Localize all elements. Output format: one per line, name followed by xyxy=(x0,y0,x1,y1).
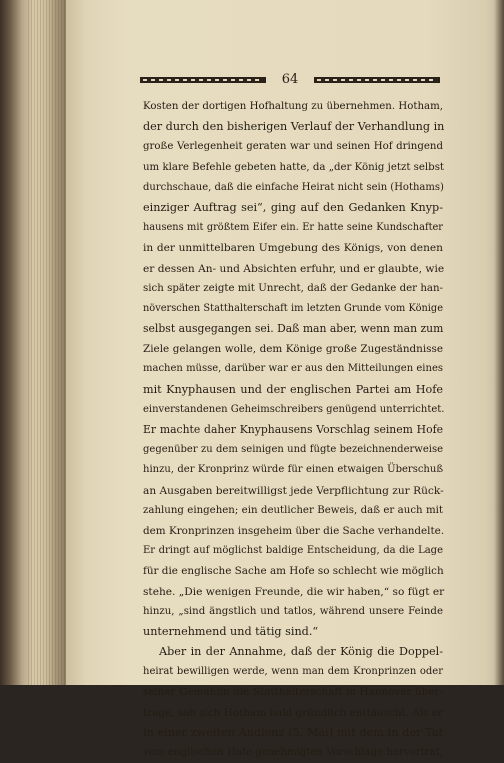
page-gutter-shadow xyxy=(494,0,504,685)
page-header xyxy=(140,70,440,90)
text-line: mit Knyphausen und der englischen Partei am Hofe xyxy=(143,382,443,396)
text-line: in einer zweiten Audienz (5. Mai) mit dem in der Tat xyxy=(143,725,443,739)
text-line: an Ausgaben bereitwilligst jede Verpflichtung zur Rück- xyxy=(143,484,444,497)
text-line: zahlung eingehen; ein deutlicher Beweis, daß er auch mit xyxy=(143,504,443,516)
text-line: Er dringt auf möglichst baldige Entscheidung, da die Lage xyxy=(143,545,443,557)
text-line: dem Kronprinzen insgeheim über die Sache verhandelte. xyxy=(143,524,445,537)
text-line: heirat bewilligen werde, wenn man dem Kronprinzen oder xyxy=(143,666,443,678)
text-line: trage, sah sich Hotham bald gründlich enttäuscht. Als er xyxy=(143,706,443,719)
text-line: durchschaue, daß die einfache Heirat nicht sein (Hothams) xyxy=(143,181,444,193)
text-line: hinzu, „sind ängstlich und tatlos, während unsere Feinde xyxy=(143,605,443,617)
page-stack xyxy=(28,0,68,685)
text-line: stehe. „Die wenigen Freunde, die wir haben,“ so fügt er xyxy=(143,585,445,598)
text-line: Kosten der dortigen Hofhaltung zu übernehmen. Hotham, xyxy=(143,101,443,112)
text-line: Ziele gelangen wolle, dem Könige große Zugeständnisse xyxy=(143,343,443,356)
text-line: in der unmittelbaren Umgebung des Königs, von denen xyxy=(143,242,443,255)
text-line: große Verlegenheit geraten war und seinen Hof dringend xyxy=(143,141,443,153)
text-line: seiner Gemahlin die Statthalterschaft in Hannover über- xyxy=(143,686,443,699)
text-line: hausens mit größtem Eifer ein. Er hatte seine Kundschafter xyxy=(143,222,443,234)
text-line: für die englische Sache am Hofe so schlecht wie möglich xyxy=(143,565,444,578)
page-number: 64 xyxy=(281,72,299,87)
text-line: er dessen An- und Absichten erfuhr, und er glaubte, wie xyxy=(143,262,445,275)
text-line: sich später zeigte mit Unrecht, daß der Gedanke der han- xyxy=(143,282,443,294)
text-line: növerschen Statthalterschaft im letzten Grunde vom Könige xyxy=(143,302,443,314)
text-line: Aber in der Annahme, daß der König die Doppel- xyxy=(159,645,443,659)
text-line: Er machte daher Knyphausens Vorschlag seinem Hofe xyxy=(143,423,443,436)
text-line: hinzu, der Kronprinz würde für einen etwaigen Überschuß xyxy=(143,464,443,476)
text-line: der durch den bisherigen Verlauf der Verhandlung in xyxy=(143,120,445,134)
text-line: selbst ausgegangen sei. Daß man aber, wenn man zum xyxy=(143,322,444,336)
body-text xyxy=(143,97,443,763)
header-ornament-left xyxy=(140,77,266,83)
header-ornament-right xyxy=(314,77,440,83)
text-line: gegenüber zu dem seinigen und fügte bezeichnenderweise xyxy=(143,444,443,456)
text-line: um klare Befehle gebeten hatte, da „der König jetzt selbst xyxy=(143,161,445,173)
text-line: einverstandenen Geheimschreibers genügend unterrichtet. xyxy=(143,403,445,415)
text-line: machen müsse, darüber war er aus den Mitteilungen eines xyxy=(143,363,443,375)
text-line: einziger Auftrag sei“, ging auf den Gedanken Knyp- xyxy=(143,200,443,214)
text-line: unternehmend und tätig sind.“ xyxy=(143,624,319,638)
text-line: vom englischen Hofe genehmigten Vorschlage hervortrat, xyxy=(143,747,443,758)
